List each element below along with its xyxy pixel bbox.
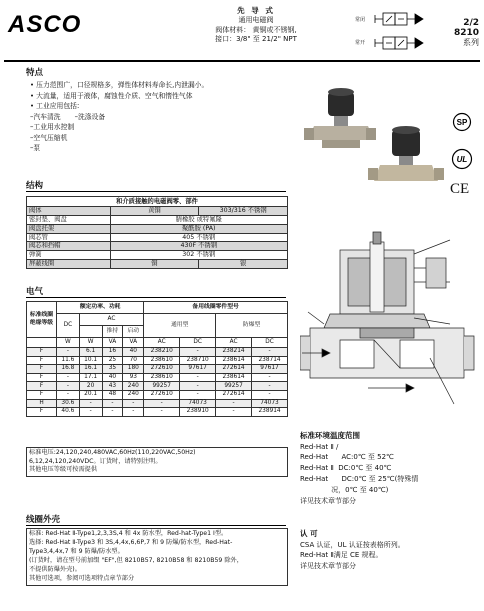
header-line1: 先 导 式 xyxy=(237,6,275,15)
temp-line: Red-Hat Ⅱ DC:0℃ 至 40℃ xyxy=(300,464,392,473)
electrical-cell: - xyxy=(79,408,102,417)
electrical-cell: 40 xyxy=(102,373,123,382)
col-hold: 推持 xyxy=(102,326,123,338)
electrical-cell: 272614 xyxy=(216,390,252,399)
unit-va1: VA xyxy=(102,338,123,348)
electrical-cell: - xyxy=(57,348,80,357)
electrical-cell: 272610 xyxy=(144,365,180,374)
col-explosion: 防爆型 xyxy=(216,314,288,338)
electrical-cell: 240 xyxy=(123,390,144,399)
materials-row xyxy=(27,215,288,224)
note-line: 标准电压:24,120,240,480VAC,60Hz(110,220VAC,50Hz) xyxy=(29,449,196,456)
material-ss: 银 xyxy=(199,260,288,269)
electrical-cell: 93 xyxy=(123,373,144,382)
electrical-cell: 43 xyxy=(102,382,123,391)
valve-symbol-icon xyxy=(369,10,433,56)
electrical-cell: - xyxy=(180,382,216,391)
coil-text-box xyxy=(26,528,288,586)
col-parts: 备用线圈零件型号 xyxy=(144,302,288,314)
series-num1: 2/2 xyxy=(463,18,479,28)
features-title: 特点 xyxy=(26,68,44,78)
materials-row xyxy=(27,207,288,216)
electrical-cell: - xyxy=(102,399,123,408)
electrical-cell: - xyxy=(180,390,216,399)
materials-row xyxy=(27,260,288,269)
valve-cutaway-drawing-icon xyxy=(300,228,476,424)
electrical-cell: - xyxy=(216,408,252,417)
electrical-cell: 238710 xyxy=(180,356,216,365)
feature-item: • 压力范围广，口径规格多，弹性体材料寿命长,内泄漏小。 xyxy=(30,81,209,89)
electrical-cell: 70 xyxy=(123,356,144,365)
materials-row xyxy=(27,233,288,242)
electrical-cell: - xyxy=(144,408,180,417)
series-label: 系列 xyxy=(463,37,479,47)
structure-title: 结构 xyxy=(26,181,44,191)
electrical-cell: 20 xyxy=(79,382,102,391)
electrical-cell: - xyxy=(57,382,80,391)
temp-line: 详见技术章节部分 xyxy=(300,496,356,505)
ul-mark-icon xyxy=(451,148,473,170)
electrical-cell: F xyxy=(27,356,57,365)
temp-line: Red-Hat AC:0℃ 至 52℃ xyxy=(300,453,394,462)
electrical-row xyxy=(27,408,288,417)
header-divider xyxy=(4,60,480,62)
materials-row xyxy=(27,251,288,260)
electrical-cell: 20.1 xyxy=(79,390,102,399)
electrical-cell: - xyxy=(79,399,102,408)
coil-line: Type3,4,4x,7 和 9 防爆/防水型。 xyxy=(29,547,124,555)
col-general: 通用型 xyxy=(144,314,216,338)
material-part: 弹簧 xyxy=(27,251,111,260)
electrical-cell: - xyxy=(252,373,288,382)
temp-line: Red-Hat DC:0℃ 至 25℃(特殊情 xyxy=(300,475,419,484)
electrical-cell: 16 xyxy=(102,348,123,357)
electrical-cell: - xyxy=(216,399,252,408)
header-line3: 阀体材料： 黄铜或不锈钢, xyxy=(215,25,297,34)
material-common: 腈橡胶 或特氟隆 xyxy=(110,215,287,224)
asco-logo: ASCO xyxy=(8,11,82,38)
materials-row xyxy=(27,224,288,233)
unit-w2: W xyxy=(79,338,102,348)
feature-item: –空气压缩机 xyxy=(30,133,68,142)
coil-line: 其他可选项，参阅可选项特点章节部分 xyxy=(29,574,135,582)
approvals-block xyxy=(300,528,480,572)
electrical-row xyxy=(27,348,288,357)
electrical-row xyxy=(27,382,288,391)
electrical-cell: 35 xyxy=(102,365,123,374)
approval-line: CSA 认证，UL 认证按表格所列。 xyxy=(300,540,405,549)
material-common: 430F 不锈钢 xyxy=(110,242,287,251)
electrical-cell: 238910 xyxy=(180,408,216,417)
unit-blank xyxy=(27,338,57,348)
material-part: 屏蔽线圈 xyxy=(27,260,111,269)
header-line2: 通用电磁阀 xyxy=(238,16,274,25)
series-block xyxy=(437,19,479,48)
feature-item: –汽车清洗 xyxy=(30,112,61,121)
col-power: 额定功率、功耗 xyxy=(57,302,144,314)
electrical-cell: 17.1 xyxy=(79,373,102,382)
features-list xyxy=(30,80,235,154)
coil-line: 不提供防爆外壳)。 xyxy=(29,565,81,573)
col-ac-w xyxy=(79,326,102,338)
electrical-table-body xyxy=(27,348,288,417)
electrical-cell: - xyxy=(252,390,288,399)
coil-title: 线圈外壳 xyxy=(26,515,61,525)
electrical-row xyxy=(27,356,288,365)
feature-item: • 大流量，适用于液体，腐蚀性介质、空气和惰性气体 xyxy=(30,91,193,100)
electrical-table xyxy=(26,301,288,417)
electrical-cell: - xyxy=(57,373,80,382)
electrical-cell: 238614 xyxy=(216,356,252,365)
material-ss: 303/316 不锈钢 xyxy=(199,207,288,216)
col-ac: AC xyxy=(79,314,144,326)
material-part: 密封垫、阀盘 xyxy=(27,215,111,224)
electrical-cell: 238614 xyxy=(216,373,252,382)
electrical-cell: F xyxy=(27,408,57,417)
materials-row xyxy=(27,242,288,251)
feature-item: –泵 xyxy=(30,144,41,153)
material-part: 阀盘托架 xyxy=(27,224,111,233)
electrical-cell: 238610 xyxy=(144,373,180,382)
symbol-label-no: 常开 xyxy=(355,40,366,46)
electrical-cell: 74073 xyxy=(180,399,216,408)
material-part: 阀芯管 xyxy=(27,233,111,242)
electrical-row xyxy=(27,399,288,408)
col-start: 启动 xyxy=(123,326,144,338)
electrical-row xyxy=(27,373,288,382)
coil-line: 选择: Red-Hat Ⅱ-Type3 和 3S,4,4x,6,6P,7 和 9 防爆/防水型，Red-Hat- xyxy=(29,538,233,546)
electrical-cell: H xyxy=(27,399,57,408)
feature-item: • 工业应用包括: xyxy=(30,102,80,111)
electrical-cell: 40 xyxy=(123,348,144,357)
electrical-cell: 30.6 xyxy=(57,399,80,408)
coil-line: 标准: Red-Hat Ⅱ-Type1,2,3,3S,4 和 4x 防水型，Red-hat-Type1 Ⅰ型。 xyxy=(29,530,228,537)
col-insulation: 标准线圈绝缘等级 xyxy=(27,302,57,338)
material-common: 405 不锈钢 xyxy=(110,233,287,242)
electrical-cell: 74073 xyxy=(252,399,288,408)
approval-line: Red-Hat Ⅱ满足 CE 规程。 xyxy=(300,551,383,560)
electrical-cell: 240 xyxy=(123,382,144,391)
electrical-cell: 238914 xyxy=(252,408,288,417)
voltage-notes xyxy=(26,447,288,477)
electrical-cell: - xyxy=(57,390,80,399)
electrical-cell: 99257 xyxy=(216,382,252,391)
electrical-cell: F xyxy=(27,365,57,374)
structure-divider xyxy=(26,191,286,192)
coil-line: (订货时，请在型号前加缀 "EF",但 8210B57, 8210B58 和 8210B59 除外， xyxy=(29,556,243,564)
electrical-cell: F xyxy=(27,390,57,399)
electrical-cell: - xyxy=(123,408,144,417)
electrical-cell: 40.6 xyxy=(57,408,80,417)
series-num2: 8210 xyxy=(453,27,479,38)
note-line: 6,12,24,120,240VDC。订货时，请特别注明。 xyxy=(29,457,162,465)
feature-item-row xyxy=(30,112,235,123)
material-part: 阀芯和挡帽 xyxy=(27,242,111,251)
ul-mark-text: UL xyxy=(456,155,468,164)
materials-table-title: 和介质接触的电磁阀零、部件 xyxy=(27,197,288,207)
temperature-block xyxy=(300,430,480,507)
electrical-cell: - xyxy=(180,373,216,382)
electrical-cell: 238714 xyxy=(252,356,288,365)
material-brass: 黄铜 xyxy=(110,207,199,216)
electrical-cell: - xyxy=(180,348,216,357)
header-line4: 接口：3/8" 至 21/2" NPT xyxy=(215,35,297,43)
materials-table xyxy=(26,196,288,269)
valve-photo-icon xyxy=(300,82,448,194)
electrical-cell: F xyxy=(27,373,57,382)
electrical-cell: 10.1 xyxy=(79,356,102,365)
unit-dc2: DC xyxy=(252,338,288,348)
electrical-cell: - xyxy=(252,382,288,391)
coil-divider xyxy=(26,525,286,526)
electrical-cell: 25 xyxy=(102,356,123,365)
approvals-title: 认 可 xyxy=(300,529,318,538)
symbol-label-nc: 常闭 xyxy=(355,17,366,23)
unit-w1: W xyxy=(57,338,80,348)
material-common: 聚酰胺 (PA) xyxy=(110,224,287,233)
unit-dc1: DC xyxy=(180,338,216,348)
electrical-row xyxy=(27,365,288,374)
material-part: 阀体 xyxy=(27,207,111,216)
header-block xyxy=(196,6,316,44)
feature-item: –工业用水控制 xyxy=(30,123,75,132)
electrical-cell: - xyxy=(123,399,144,408)
electrical-cell: 97617 xyxy=(180,365,216,374)
electrical-cell: 272614 xyxy=(216,365,252,374)
col-dc: DC xyxy=(57,314,80,338)
electrical-title: 电气 xyxy=(26,287,44,297)
unit-va2: VA xyxy=(123,338,144,348)
ce-mark: CE xyxy=(450,181,470,197)
electrical-cell: 238214 xyxy=(216,348,252,357)
electrical-cell: 16.8 xyxy=(57,365,80,374)
electrical-cell: 272610 xyxy=(144,390,180,399)
electrical-cell: F xyxy=(27,348,57,357)
electrical-cell: 238210 xyxy=(144,348,180,357)
electrical-divider xyxy=(26,297,286,298)
feature-item: –洗涤设备 xyxy=(74,112,106,121)
electrical-cell: - xyxy=(252,348,288,357)
approval-line: 详见技术章节部分 xyxy=(300,562,356,571)
note-line: 其他电压等级可按需提供 xyxy=(29,466,98,474)
material-brass: 铜 xyxy=(110,260,199,269)
temperature-title: 标准环境温度范围 xyxy=(300,431,360,440)
electrical-cell: 6.1 xyxy=(79,348,102,357)
csa-mark-icon xyxy=(452,112,472,132)
electrical-cell: 16.1 xyxy=(79,365,102,374)
temp-line: 况，0℃ 至 40℃) xyxy=(300,486,389,494)
electrical-cell: - xyxy=(144,399,180,408)
csa-mark-text: SP xyxy=(456,118,468,127)
electrical-cell: 11.6 xyxy=(57,356,80,365)
electrical-cell: 180 xyxy=(123,365,144,374)
electrical-cell: 99257 xyxy=(144,382,180,391)
electrical-cell: 97617 xyxy=(252,365,288,374)
unit-ac2: AC xyxy=(216,338,252,348)
unit-ac1: AC xyxy=(144,338,180,348)
electrical-row xyxy=(27,390,288,399)
electrical-cell: 238610 xyxy=(144,356,180,365)
electrical-cell: - xyxy=(102,408,123,417)
electrical-cell: F xyxy=(27,382,57,391)
electrical-cell: 48 xyxy=(102,390,123,399)
temp-line: Red-Hat Ⅱ / xyxy=(300,442,339,451)
material-common: 302 不锈钢 xyxy=(110,251,287,260)
